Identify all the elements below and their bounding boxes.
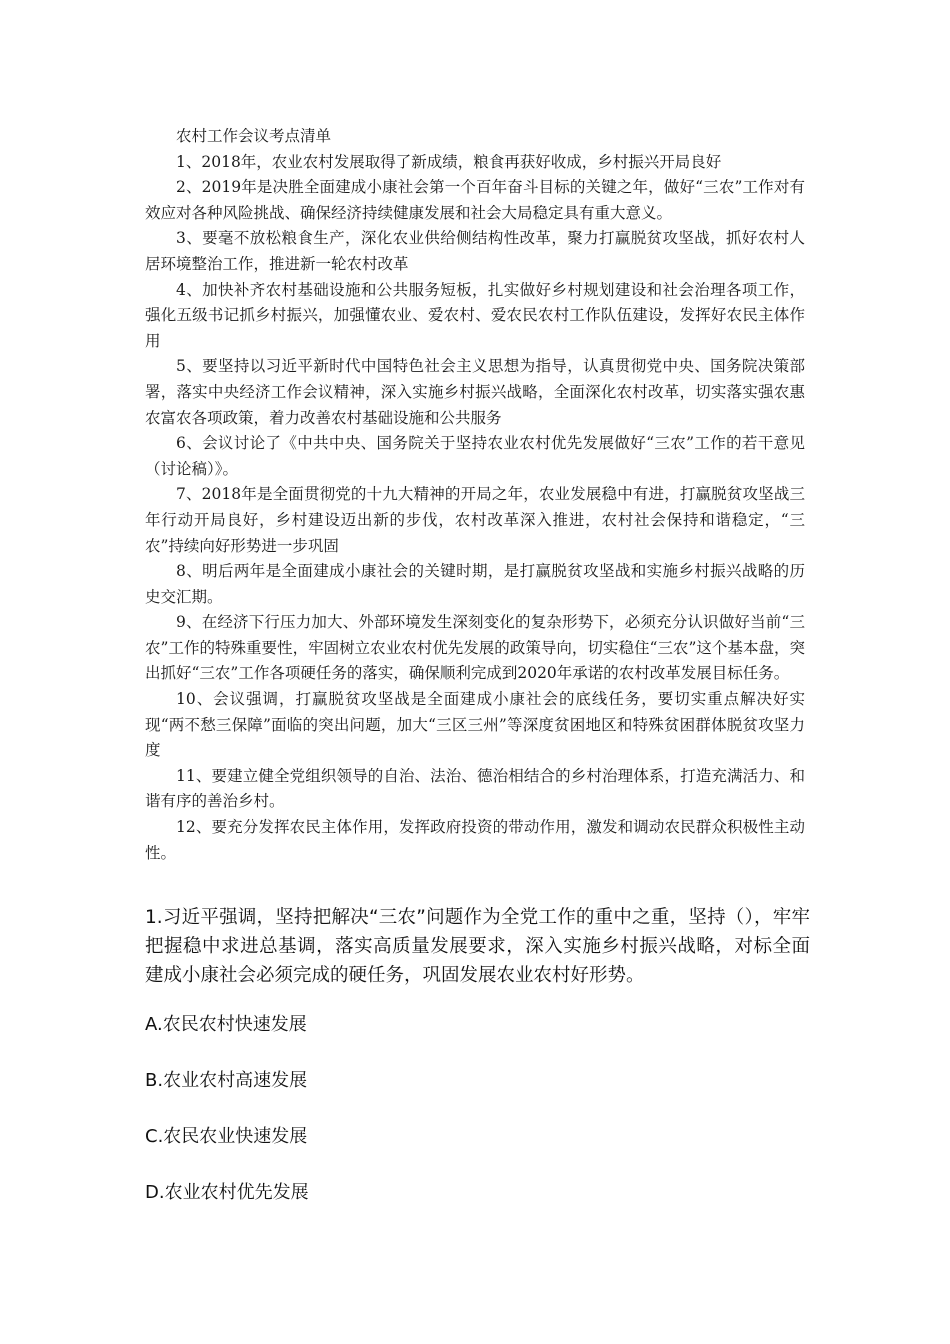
note-item: 3、要毫不放松粮食生产，深化农业供给侧结构性改革，聚力打赢脱贫攻坚战，抓好农村人居环境整治工作，推进新一轮农村改革 bbox=[145, 229, 805, 273]
exam-notes bbox=[145, 124, 805, 866]
note-item: 2、2019年是决胜全面建成小康社会第一个百年奋斗目标的关键之年，做好“三农”工作对有效应对各种风险挑战、确保经济持续健康发展和社会大局稳定具有重大意义。 bbox=[145, 178, 805, 222]
note-item: 10、会议强调，打赢脱贫攻坚战是全面建成小康社会的底线任务，要切实重点解决好实现“两不愁三保障”面临的突出问题，加大“三区三州”等深度贫困地区和特殊贫困群体脱贫攻坚力度 bbox=[145, 690, 805, 760]
option-d: D.农业农村优先发展 bbox=[145, 1182, 309, 1203]
note-item: 7、2018年是全面贯彻党的十九大精神的开局之年，农业发展稳中有进，打赢脱贫攻坚战三年行动开局良好，乡村建设迈出新的步伐，农村改革深入推进，农村社会保持和谐稳定，“三农”持续向好形势进一步巩固 bbox=[145, 485, 805, 555]
note-item: 9、在经济下行压力加大、外部环境发生深刻变化的复杂形势下，必须充分认识做好当前“三农”工作的特殊重要性，牢固树立农业农村优先发展的政策导向，切实稳住“三农”这个基本盘，突出抓好“三农”工作各项硬任务的落实，确保顺利完成到2020年承诺的农村改革发展目标任务。 bbox=[145, 613, 805, 683]
note-item: 5、要坚持以习近平新时代中国特色社会主义思想为指导，认真贯彻党中央、国务院决策部署，落实中央经济工作会议精神，深入实施乡村振兴战略，全面深化农村改革，切实落实强农惠农富农各项政策，着力改善农村基础设施和公共服务 bbox=[145, 357, 805, 427]
note-item: 6、会议讨论了《中共中央、国务院关于坚持农业农村优先发展做好“三农”工作的若干意见（讨论稿）》。 bbox=[145, 434, 805, 478]
note-item: 8、明后两年是全面建成小康社会的关键时期，是打赢脱贫攻坚战和实施乡村振兴战略的历史交汇期。 bbox=[145, 562, 805, 606]
question-stem: 1.习近平强调，坚持把解决“三农”问题作为全党工作的重中之重，坚持（），牢牢把握稳中求进总基调，落实高质量发展要求，深入实施乡村振兴战略，对标全面建成小康社会必须完成的硬任务，巩固发展农业农村好形势。 bbox=[145, 907, 810, 986]
note-item: 12、要充分发挥农民主体作用，发挥政府投资的带动作用，激发和调动农民群众积极性主动性。 bbox=[145, 818, 805, 862]
note-item: 4、加快补齐农村基础设施和公共服务短板，扎实做好乡村规划建设和社会治理各项工作，强化五级书记抓乡村振兴，加强懂农业、爱农村、爱农民农村工作队伍建设，发挥好农民主体作用 bbox=[145, 280, 805, 350]
option-b: B.农业农村高速发展 bbox=[145, 1070, 308, 1091]
note-item: 1、2018年，农业农村发展取得了新成绩，粮食再获好收成，乡村振兴开局良好 bbox=[176, 152, 722, 171]
option-a: A.农民农村快速发展 bbox=[145, 1014, 307, 1035]
notes-title: 农村工作会议考点清单 bbox=[176, 127, 332, 145]
note-item: 11、要建立健全党组织领导的自治、法治、德治相结合的乡村治理体系，打造充满活力、和谐有序的善治乡村。 bbox=[145, 766, 805, 811]
option-c: C.农民农业快速发展 bbox=[145, 1126, 308, 1147]
question-block bbox=[145, 903, 810, 1203]
